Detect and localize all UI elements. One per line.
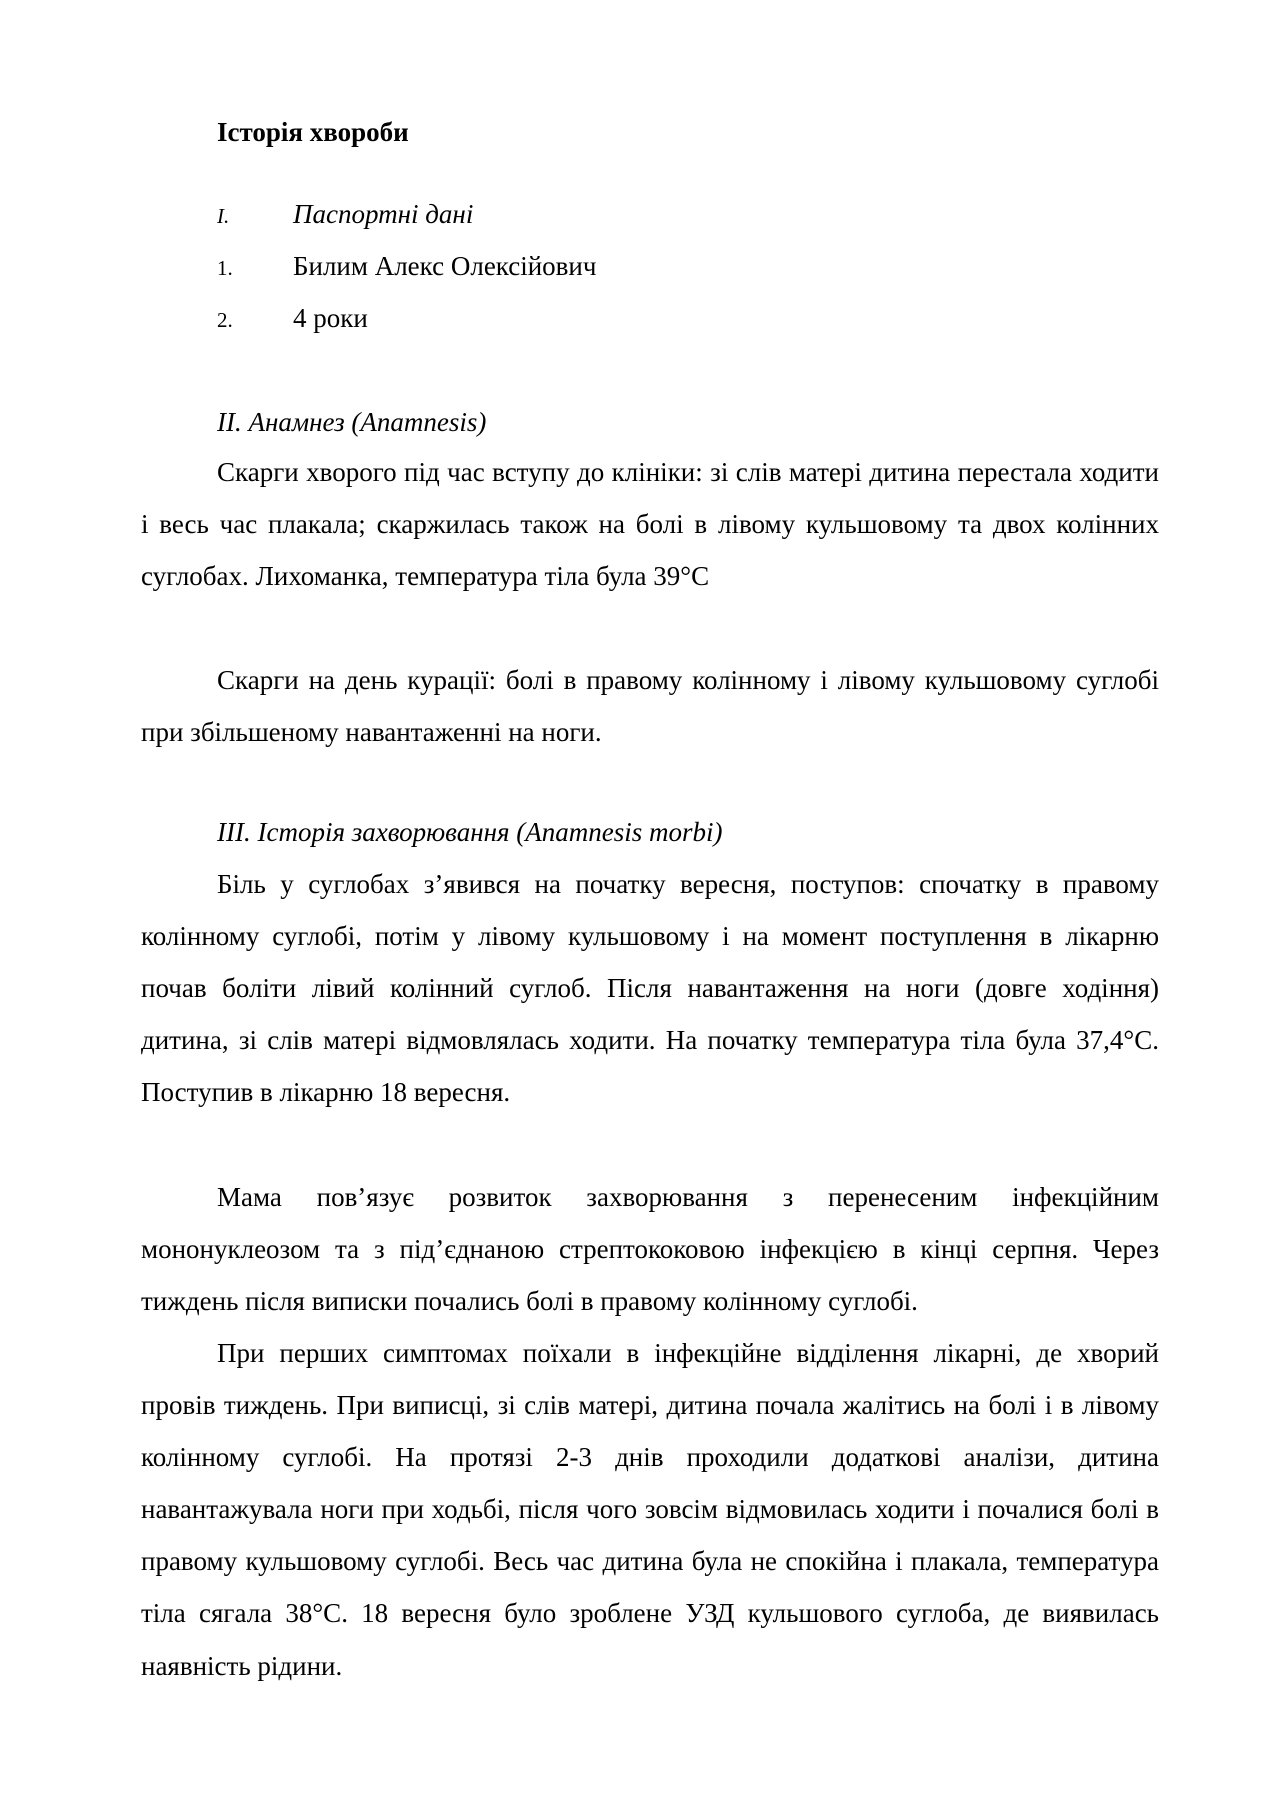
paragraph: Мама пов’язує розвиток захворювання з перенесеним інфекційним мононуклеозом та з під’єднаною стрептококовою інфекцією в кінці серпня. Через тиждень після виписки почались болі в правому колінному суглобі. — [141, 1182, 1159, 1317]
list-item — [217, 296, 368, 342]
section3-heading: III. Історія захворювання (Anamnesis morbi) — [217, 817, 723, 847]
section1-heading-text: Паспортні дані — [293, 199, 474, 229]
section2-heading: II. Анамнез (Anamnesis) — [217, 407, 487, 437]
section1-numeral: I. — [217, 204, 230, 228]
paragraph: Біль у суглобах з’явився на початку вересня, поступов: спочатку в правому колінному суглобі, потім у лівому кульшовому і на момент поступлення в лікарню почав боліти лівий колінний суглоб. Після навантаження на ноги (довге ходіння) дитина, зі слів матері відмовлялась ходити. На початку температура тіла була 37,4°С. Поступив в лікарню 18 вересня. — [141, 869, 1159, 1108]
list-item-number: 2. — [217, 308, 233, 332]
paragraph: Скарги на день курації: болі в правому колінному і лівому кульшовому суглобі при збільшеному навантаженні на ноги. — [141, 665, 1159, 748]
document-title: Історія хвороби — [217, 117, 409, 147]
paragraph: Скарги хворого під час вступу до клініки: зі слів матері дитина перестала ходити і весь час плакала; скаржилась також на болі в лівому кульшовому та двох колінних суглобах. Лихоманка, температура тіла була 39°С — [141, 457, 1159, 592]
list-item-number: 1. — [217, 256, 233, 280]
section1-heading — [217, 192, 473, 238]
patient-age: 4 роки — [293, 303, 368, 333]
paragraph: При перших симптомах поїхали в інфекційне відділення лікарні, де хворий провів тиждень. При виписці, зі слів матері, дитина почала жалітись на болі і в лівому колінному суглобі. На протязі 2-3 днів проходили додаткові аналізи, дитина навантажувала ноги при ходьбі, після чого зовсім відмовилась ходити і почалися болі в правому кульшовому суглобі. Весь час дитина була не спокійна і плакала, температура тіла сягала 38°С. 18 вересня було зроблене УЗД кульшового суглоба, де виявилась наявність рідини. — [141, 1338, 1159, 1681]
list-item — [217, 244, 596, 290]
patient-name: Билим Алекс Олексійович — [293, 251, 597, 281]
